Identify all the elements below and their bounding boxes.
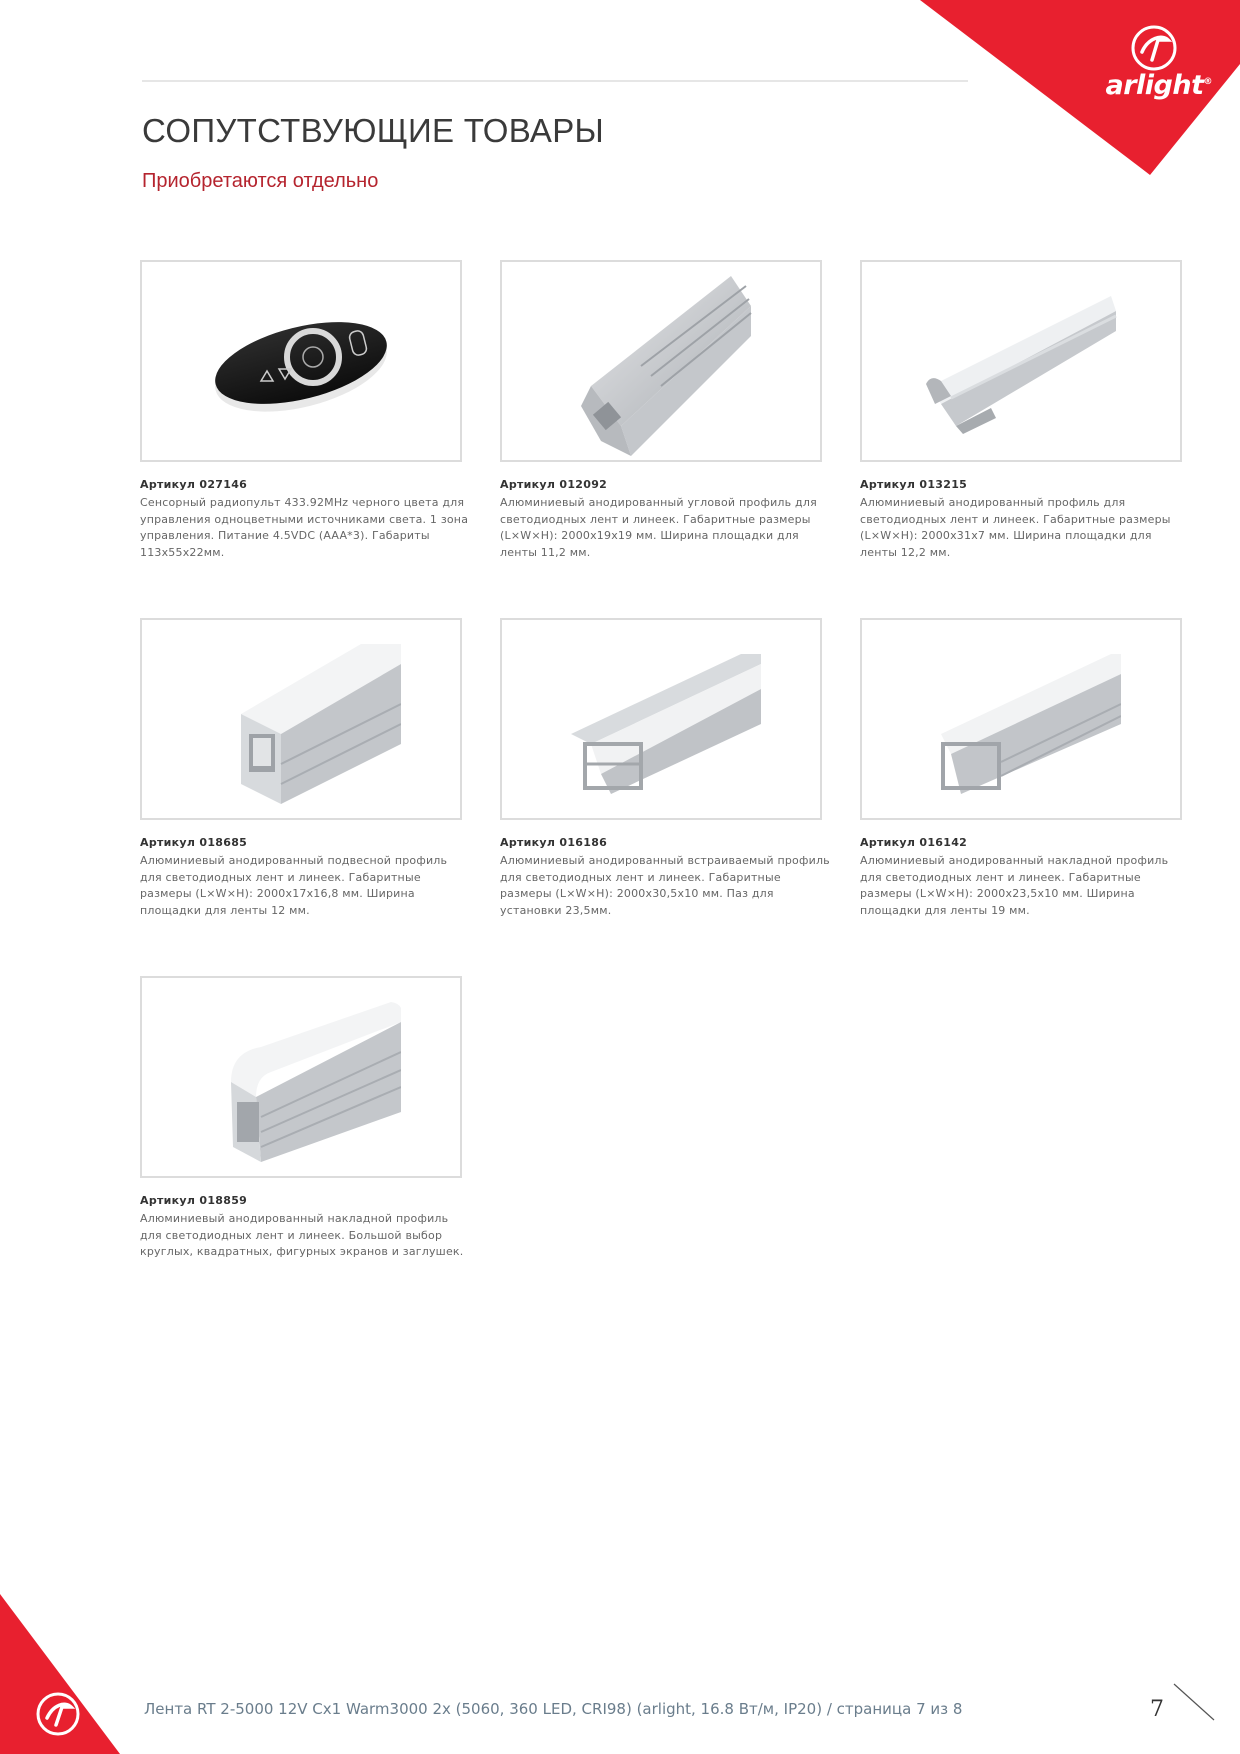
product-description: Алюминиевый анодированный угловой профиль для светодиодных лент и линеек. Габаритные размеры (L×W×H): 2000x19x19 мм. Ширина площадки для ленты 11,2 мм. <box>500 496 817 559</box>
page-title: СОПУТСТВУЮЩИЕ ТОВАРЫ <box>142 112 605 149</box>
product-card <box>140 976 472 1261</box>
footer-corner-banner <box>0 1594 120 1754</box>
product-article: Артикул 016186 <box>500 836 608 849</box>
product-article: Артикул 018685 <box>140 836 248 849</box>
recessed-profile-image <box>561 644 761 794</box>
suspended-profile-image <box>201 634 401 804</box>
flat-profile-image <box>921 286 1121 436</box>
product-image-frame <box>140 618 462 820</box>
product-card <box>140 618 472 919</box>
product-article: Артикул 027146 <box>140 478 248 491</box>
page-subtitle: Приобретаются отдельно <box>142 170 379 192</box>
product-image-frame <box>140 976 462 1178</box>
remote-control-image <box>201 301 401 421</box>
brand-logo-text: arlight® <box>1105 70 1212 101</box>
product-image-frame <box>140 260 462 462</box>
corner-profile-image <box>561 266 761 456</box>
product-card <box>500 618 832 919</box>
product-description: Алюминиевый анодированный накладной профиль для светодиодных лент и линеек. Габаритные размеры (L×W×H): 2000x23,5x10 мм. Ширина площадки для ленты 19 мм. <box>860 854 1169 917</box>
product-image-frame <box>860 618 1182 820</box>
footer-document-info: Лента RT 2-5000 12V Cx1 Warm3000 2x (5060, 360 LED, CRI98) (arlight, 16.8 Вт/м, IP20) / страница 7 из 8 <box>144 1700 963 1718</box>
product-article: Артикул 018859 <box>140 1194 248 1207</box>
product-card <box>860 618 1192 919</box>
product-card <box>140 260 472 561</box>
header-divider <box>142 80 968 82</box>
product-description: Алюминиевый анодированный профиль для светодиодных лент и линеек. Габаритные размеры (L×W×H): 2000x31x7 мм. Ширина площадки для ленты 12,2 мм. <box>860 496 1171 559</box>
round-cover-profile-image <box>201 992 401 1162</box>
product-description: Сенсорный радиопульт 433.92MHz черного цвета для управления одноцветными источниками света. 1 зона управления. Питание 4.5VDC (AAA*3). Габариты 113x55x22мм. <box>140 496 469 559</box>
product-image-frame <box>500 260 822 462</box>
product-article: Артикул 012092 <box>500 478 608 491</box>
product-card <box>860 260 1192 561</box>
product-card <box>500 260 832 561</box>
page-corner-mark <box>1172 1682 1216 1722</box>
product-description: Алюминиевый анодированный накладной профиль для светодиодных лент и линеек. Большой выбор круглых, квадратных, фигурных экранов и заглушек. <box>140 1212 464 1258</box>
product-image-frame <box>860 260 1182 462</box>
product-description: Алюминиевый анодированный подвесной профиль для светодиодных лент и линеек. Габаритные размеры (L×W×H): 2000x17x16,8 мм. Ширина площадки для ленты 12 мм. <box>140 854 448 917</box>
surface-profile-image <box>921 644 1121 794</box>
product-description: Алюминиевый анодированный встраиваемый профиль для светодиодных лент и линеек. Габаритные размеры (L×W×H): 2000x30,5x10 мм. Паз для установки 23,5мм. <box>500 854 830 917</box>
page-number: 7 <box>1150 1697 1164 1722</box>
product-article: Артикул 013215 <box>860 478 968 491</box>
product-article: Артикул 016142 <box>860 836 968 849</box>
product-image-frame <box>500 618 822 820</box>
